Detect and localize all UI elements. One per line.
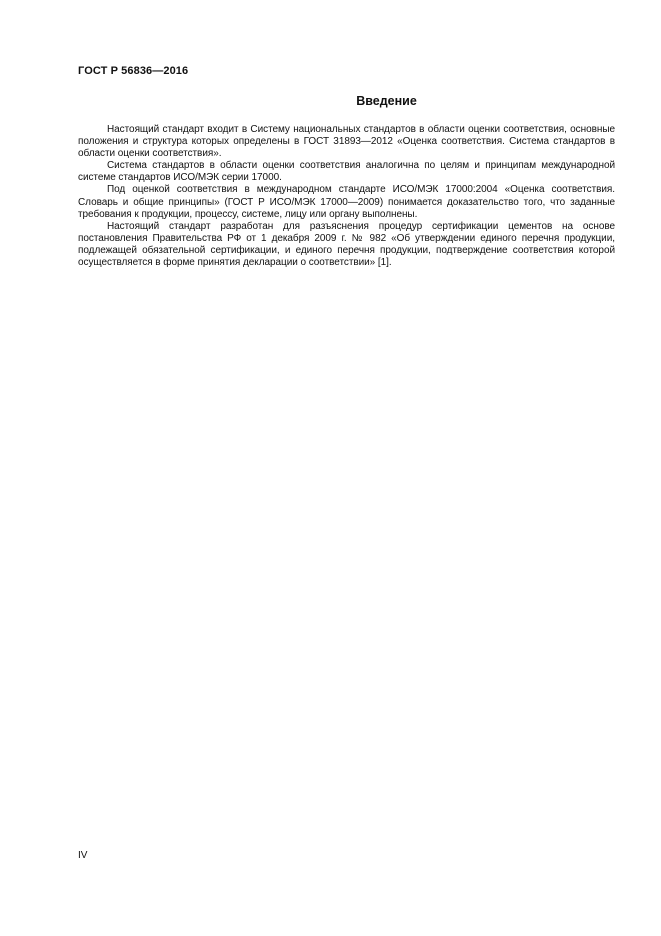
paragraph-4: Настоящий стандарт разработан для разъяснения процедур сертификации цементов на основе постановления Правительства РФ от 1 декабря 2009 г. № 982 «Об утверждении единого перечня продукции, подлежащей обязательной сертификации, и единого перечня продукции, подтверждение соответствия которой осуществляется в форме принятия декларации о соответствии» [1]. <box>78 220 615 269</box>
introduction-body <box>78 124 615 269</box>
section-title: Введение <box>356 94 417 108</box>
paragraph-3: Под оценкой соответствия в международном стандарте ИСО/МЭК 17000:2004 «Оценка соответствия. Словарь и общие принципы» (ГОСТ Р ИСО/МЭК 17000—2009) понимается доказательство того, что заданные требования к продукции, процессу, системе, лицу или органу выполнены. <box>78 184 615 220</box>
paragraph-1: Настоящий стандарт входит в Систему национальных стандартов в области оценки соответствия, основные положения и структура которых определены в ГОСТ 31893—2012 «Оценка соответствия. Система стандартов в области оценки соответствия». <box>78 124 615 160</box>
document-standard-code: ГОСТ Р 56836—2016 <box>78 65 189 77</box>
paragraph-2: Система стандартов в области оценки соответствия аналогична по целям и принципам международной системе стандартов ИСО/МЭК серии 17000. <box>78 160 615 184</box>
page-number: IV <box>78 850 88 861</box>
